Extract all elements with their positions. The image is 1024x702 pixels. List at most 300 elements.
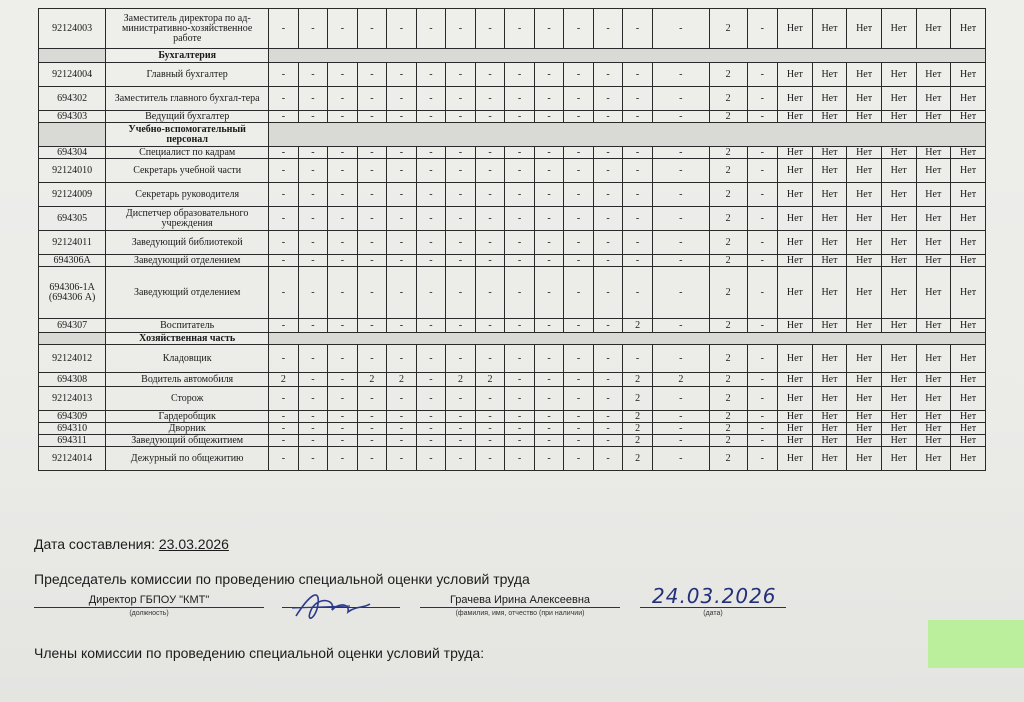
factor-cell: - — [387, 111, 417, 123]
factor-cell: - — [534, 147, 564, 159]
job-code: 92124011 — [39, 231, 106, 255]
factor-cell: - — [446, 411, 476, 423]
date-value: 23.03.2026 — [158, 536, 229, 552]
factor-cell: - — [357, 267, 387, 319]
job-code: 694308 — [39, 373, 106, 387]
guarantee-cell: Нет — [847, 319, 882, 333]
factor-cell: - — [298, 319, 328, 333]
guarantee-cell: Нет — [778, 111, 813, 123]
guarantee-cell: Нет — [778, 411, 813, 423]
guarantee-cell: Нет — [951, 345, 986, 373]
class-cell: - — [652, 9, 709, 49]
factor-cell: - — [475, 387, 505, 411]
factor-cell: - — [593, 183, 623, 207]
factor-cell: - — [534, 63, 564, 87]
guarantee-cell: Нет — [812, 447, 847, 471]
factor-cell: 2 — [623, 447, 653, 471]
factor-cell: - — [387, 9, 417, 49]
factor-cell: - — [298, 183, 328, 207]
factor-cell: - — [357, 319, 387, 333]
guarantee-cell: Нет — [951, 435, 986, 447]
section-row — [39, 123, 986, 147]
guarantee-cell: Нет — [881, 183, 916, 207]
guarantee-cell: Нет — [812, 423, 847, 435]
class-cell: - — [652, 207, 709, 231]
guarantee-cell: Нет — [778, 423, 813, 435]
factor-cell: - — [416, 319, 446, 333]
factor-cell: - — [416, 147, 446, 159]
factor-cell: - — [298, 345, 328, 373]
table-row — [39, 319, 986, 333]
job-code: 92124009 — [39, 183, 106, 207]
factor-cell: - — [534, 267, 564, 319]
table-row — [39, 345, 986, 373]
factor-cell: - — [505, 147, 535, 159]
job-title: Кладовщик — [106, 345, 269, 373]
guarantee-cell: Нет — [847, 231, 882, 255]
guarantee-cell: Нет — [778, 63, 813, 87]
guarantee-cell: Нет — [847, 207, 882, 231]
class-cell: - — [652, 183, 709, 207]
factor-cell: - — [446, 147, 476, 159]
factor-cell: - — [269, 387, 299, 411]
factor-cell: - — [328, 147, 358, 159]
factor-cell: - — [328, 111, 358, 123]
factor-cell: - — [564, 423, 594, 435]
table-row — [39, 423, 986, 435]
factor-cell: - — [534, 447, 564, 471]
factor-cell: - — [475, 87, 505, 111]
factor-cell: - — [328, 319, 358, 333]
factor-cell: - — [475, 231, 505, 255]
factor-cell: 2 — [446, 373, 476, 387]
class-cell: - — [652, 423, 709, 435]
guarantee-cell: Нет — [778, 387, 813, 411]
factor-cell: - — [623, 87, 653, 111]
factor-cell: - — [534, 345, 564, 373]
factor-cell: - — [534, 159, 564, 183]
factor-cell: - — [298, 411, 328, 423]
job-code: 694306-1А (694306 А) — [39, 267, 106, 319]
guarantee-cell: Нет — [812, 267, 847, 319]
guarantee-cell: Нет — [951, 411, 986, 423]
factor-cell: - — [328, 87, 358, 111]
factor-cell: 2 — [623, 411, 653, 423]
job-title: Гардеробщик — [106, 411, 269, 423]
class-cell: 2 — [709, 63, 747, 87]
guarantee-cell: Нет — [881, 387, 916, 411]
factor-cell: - — [357, 423, 387, 435]
factor-cell: - — [564, 9, 594, 49]
factor-cell: - — [328, 267, 358, 319]
factor-cell: - — [298, 231, 328, 255]
section-filler — [269, 333, 986, 345]
class-cell: - — [652, 255, 709, 267]
factor-cell: - — [564, 345, 594, 373]
factor-cell: - — [387, 319, 417, 333]
factor-cell: - — [328, 231, 358, 255]
job-title: Секретарь руководителя — [106, 183, 269, 207]
factor-cell: - — [446, 447, 476, 471]
factor-cell: - — [269, 319, 299, 333]
guarantee-cell: Нет — [881, 267, 916, 319]
factor-cell: - — [623, 183, 653, 207]
section-code-cell — [39, 123, 106, 147]
factor-cell: - — [446, 63, 476, 87]
job-code: 694304 — [39, 147, 106, 159]
factor-cell: - — [387, 387, 417, 411]
guarantee-cell: Нет — [916, 183, 951, 207]
guarantee-cell: Нет — [812, 255, 847, 267]
factor-cell: - — [298, 207, 328, 231]
factor-cell: - — [505, 255, 535, 267]
factor-cell: - — [328, 373, 358, 387]
guarantee-cell: Нет — [951, 159, 986, 183]
guarantee-cell: Нет — [951, 373, 986, 387]
factor-cell: - — [623, 267, 653, 319]
guarantee-cell: Нет — [812, 387, 847, 411]
factor-cell: - — [269, 87, 299, 111]
factor-cell: - — [505, 111, 535, 123]
job-code: 92124014 — [39, 447, 106, 471]
factor-cell: - — [564, 111, 594, 123]
guarantee-cell: Нет — [951, 231, 986, 255]
factor-cell: - — [357, 111, 387, 123]
guarantee-cell: Нет — [812, 345, 847, 373]
factor-cell: - — [534, 207, 564, 231]
class-cell: 2 — [709, 111, 747, 123]
class-cell: 2 — [709, 423, 747, 435]
factor-cell: - — [416, 447, 446, 471]
factor-cell: - — [446, 159, 476, 183]
factor-cell: - — [623, 159, 653, 183]
guarantee-cell: Нет — [951, 63, 986, 87]
guarantee-cell: Нет — [847, 9, 882, 49]
class-cell: 2 — [709, 373, 747, 387]
factor-cell: - — [564, 87, 594, 111]
guarantee-cell: Нет — [778, 207, 813, 231]
guarantee-cell: Нет — [847, 411, 882, 423]
factor-cell: - — [593, 435, 623, 447]
factor-cell: - — [328, 63, 358, 87]
factor-cell: - — [387, 435, 417, 447]
factor-cell: - — [269, 159, 299, 183]
guarantee-cell: Нет — [881, 207, 916, 231]
table-row — [39, 267, 986, 319]
guarantee-cell: Нет — [812, 159, 847, 183]
factor-cell: - — [269, 207, 299, 231]
factor-cell: - — [593, 345, 623, 373]
class-cell: 2 — [709, 411, 747, 423]
factor-cell: - — [298, 255, 328, 267]
section-title: Учебно-вспомогательный персонал — [106, 123, 269, 147]
factor-cell: - — [593, 147, 623, 159]
factor-cell: 2 — [623, 373, 653, 387]
factor-cell: - — [505, 345, 535, 373]
factor-cell: - — [534, 231, 564, 255]
factor-cell: - — [564, 255, 594, 267]
factor-cell: - — [564, 435, 594, 447]
factor-cell: - — [593, 231, 623, 255]
guarantee-cell: Нет — [881, 411, 916, 423]
factor-cell: - — [593, 255, 623, 267]
factor-cell: - — [269, 183, 299, 207]
factor-cell: - — [505, 159, 535, 183]
class-cell: 2 — [709, 387, 747, 411]
factor-cell: - — [534, 435, 564, 447]
factor-cell: 2 — [623, 435, 653, 447]
factor-cell: - — [416, 87, 446, 111]
guarantee-cell: Нет — [812, 147, 847, 159]
factor-cell: - — [446, 435, 476, 447]
guarantee-cell: Нет — [778, 319, 813, 333]
factor-cell: - — [416, 267, 446, 319]
class-cell: 2 — [709, 255, 747, 267]
guarantee-cell: Нет — [812, 231, 847, 255]
factor-cell: - — [446, 87, 476, 111]
factor-cell: - — [328, 207, 358, 231]
factor-cell: - — [269, 267, 299, 319]
factor-cell: - — [357, 345, 387, 373]
factor-cell: - — [387, 63, 417, 87]
factor-cell: - — [623, 207, 653, 231]
factor-cell: - — [475, 183, 505, 207]
class-cell: 2 — [709, 231, 747, 255]
class-cell: - — [652, 411, 709, 423]
table-row — [39, 447, 986, 471]
class-cell: - — [652, 435, 709, 447]
class-cell: - — [652, 87, 709, 111]
factor-cell: - — [298, 435, 328, 447]
guarantee-cell: Нет — [778, 87, 813, 111]
guarantee-cell: Нет — [847, 373, 882, 387]
class-cell: - — [652, 63, 709, 87]
factor-cell: - — [416, 63, 446, 87]
factor-cell: - — [475, 9, 505, 49]
position-caption: (должность) — [129, 610, 169, 617]
factor-cell: - — [357, 63, 387, 87]
job-code: 694310 — [39, 423, 106, 435]
factor-cell: - — [564, 267, 594, 319]
handwritten-signature — [290, 586, 376, 628]
factor-cell: - — [623, 9, 653, 49]
guarantee-cell: Нет — [916, 111, 951, 123]
factor-cell: - — [387, 345, 417, 373]
guarantee-cell: Нет — [812, 9, 847, 49]
job-title: Воспитатель — [106, 319, 269, 333]
factor-cell: - — [505, 447, 535, 471]
factor-cell: - — [593, 111, 623, 123]
factor-cell: - — [475, 147, 505, 159]
guarantee-cell: Нет — [951, 111, 986, 123]
guarantee-cell: Нет — [916, 9, 951, 49]
job-code: 694311 — [39, 435, 106, 447]
factor-cell: - — [564, 159, 594, 183]
factor-cell: - — [357, 183, 387, 207]
guarantee-cell: Нет — [916, 423, 951, 435]
class-cell: - — [747, 267, 778, 319]
factor-cell: - — [593, 373, 623, 387]
job-code: 694306А — [39, 255, 106, 267]
class-cell: 2 — [709, 183, 747, 207]
factor-cell: - — [446, 423, 476, 435]
guarantee-cell: Нет — [881, 255, 916, 267]
guarantee-cell: Нет — [881, 319, 916, 333]
handwritten-date: 24.03.2026 — [652, 584, 777, 608]
factor-cell: - — [505, 231, 535, 255]
factor-cell: - — [593, 63, 623, 87]
factor-cell: 2 — [269, 373, 299, 387]
factor-cell: - — [298, 111, 328, 123]
guarantee-cell: Нет — [881, 345, 916, 373]
factor-cell: - — [446, 267, 476, 319]
guarantee-cell: Нет — [951, 319, 986, 333]
class-cell: 2 — [709, 87, 747, 111]
guarantee-cell: Нет — [778, 147, 813, 159]
job-title: Дежурный по общежитию — [106, 447, 269, 471]
factor-cell: - — [416, 111, 446, 123]
factor-cell: 2 — [387, 373, 417, 387]
chair-position: Директор ГБПОУ "КМТ" — [88, 594, 210, 606]
class-cell: - — [652, 267, 709, 319]
factor-cell: - — [505, 435, 535, 447]
factor-cell: - — [593, 387, 623, 411]
factor-cell: - — [416, 255, 446, 267]
factor-cell: - — [564, 207, 594, 231]
class-cell: 2 — [709, 435, 747, 447]
factor-cell: - — [357, 435, 387, 447]
factor-cell: - — [269, 255, 299, 267]
factor-cell: - — [623, 345, 653, 373]
factor-cell: - — [387, 423, 417, 435]
factor-cell: - — [505, 423, 535, 435]
factor-cell: - — [357, 147, 387, 159]
class-cell: - — [652, 447, 709, 471]
guarantee-cell: Нет — [847, 183, 882, 207]
factor-cell: - — [416, 183, 446, 207]
factor-cell: - — [593, 159, 623, 183]
guarantee-cell: Нет — [951, 447, 986, 471]
section-row — [39, 49, 986, 63]
table-row — [39, 373, 986, 387]
job-title: Заведующий библиотекой — [106, 231, 269, 255]
job-code: 694305 — [39, 207, 106, 231]
guarantee-cell: Нет — [812, 411, 847, 423]
factor-cell: - — [416, 373, 446, 387]
class-cell: - — [747, 147, 778, 159]
factor-cell: - — [475, 435, 505, 447]
guarantee-cell: Нет — [951, 255, 986, 267]
section-row — [39, 333, 986, 345]
date-caption: (дата) — [703, 610, 723, 617]
factor-cell: - — [534, 319, 564, 333]
chair-fullname: Грачева Ирина Алексеевна — [449, 594, 591, 606]
guarantee-cell: Нет — [916, 87, 951, 111]
table-row — [39, 9, 986, 49]
factor-cell: - — [387, 231, 417, 255]
class-cell: - — [747, 87, 778, 111]
factor-cell: - — [564, 147, 594, 159]
factor-cell: - — [505, 63, 535, 87]
factor-cell: - — [387, 159, 417, 183]
factor-cell: - — [298, 447, 328, 471]
table-row — [39, 435, 986, 447]
green-sticky-note — [928, 620, 1024, 668]
factor-cell: - — [328, 183, 358, 207]
guarantee-cell: Нет — [847, 111, 882, 123]
factor-cell: - — [475, 255, 505, 267]
factor-cell: - — [505, 319, 535, 333]
guarantee-cell: Нет — [881, 231, 916, 255]
guarantee-cell: Нет — [812, 373, 847, 387]
class-cell: 2 — [709, 345, 747, 373]
guarantee-cell: Нет — [778, 447, 813, 471]
guarantee-cell: Нет — [916, 63, 951, 87]
factor-cell: - — [475, 111, 505, 123]
job-title: Заведующий отделением — [106, 255, 269, 267]
job-code: 694307 — [39, 319, 106, 333]
guarantee-cell: Нет — [778, 9, 813, 49]
factor-cell: - — [564, 319, 594, 333]
guarantee-cell: Нет — [916, 147, 951, 159]
table-row — [39, 159, 986, 183]
class-cell: - — [747, 319, 778, 333]
table-row — [39, 387, 986, 411]
class-cell: 2 — [709, 147, 747, 159]
factor-cell: - — [446, 345, 476, 373]
job-title: Сторож — [106, 387, 269, 411]
factor-cell: - — [298, 87, 328, 111]
factor-cell: - — [328, 345, 358, 373]
guarantee-cell: Нет — [951, 267, 986, 319]
factor-cell: - — [269, 435, 299, 447]
table-row — [39, 147, 986, 159]
class-cell: - — [652, 231, 709, 255]
guarantee-cell: Нет — [951, 147, 986, 159]
guarantee-cell: Нет — [881, 373, 916, 387]
job-title: Главный бухгалтер — [106, 63, 269, 87]
guarantee-cell: Нет — [847, 63, 882, 87]
class-cell: - — [747, 231, 778, 255]
members-heading: Члены комиссии по проведению специальной оценки условий труда: — [34, 645, 485, 661]
position-line — [34, 607, 264, 608]
factor-cell: - — [475, 63, 505, 87]
factor-cell: - — [475, 345, 505, 373]
factor-cell: - — [593, 319, 623, 333]
factor-cell: - — [269, 411, 299, 423]
factor-cell: - — [357, 387, 387, 411]
factor-cell: - — [328, 423, 358, 435]
class-cell: 2 — [709, 267, 747, 319]
factor-cell: - — [534, 373, 564, 387]
guarantee-cell: Нет — [881, 9, 916, 49]
factor-cell: - — [298, 9, 328, 49]
factor-cell: - — [416, 387, 446, 411]
factor-cell: - — [475, 447, 505, 471]
factor-cell: - — [505, 373, 535, 387]
factor-cell: - — [416, 159, 446, 183]
chair-heading: Председатель комиссии по проведению специальной оценки условий труда — [34, 571, 530, 587]
class-cell: 2 — [652, 373, 709, 387]
factor-cell: - — [623, 63, 653, 87]
factor-cell: - — [357, 207, 387, 231]
factor-cell: - — [416, 231, 446, 255]
factor-cell: - — [446, 9, 476, 49]
table-row — [39, 63, 986, 87]
class-cell: - — [747, 435, 778, 447]
factor-cell: - — [534, 111, 564, 123]
class-cell: - — [652, 387, 709, 411]
